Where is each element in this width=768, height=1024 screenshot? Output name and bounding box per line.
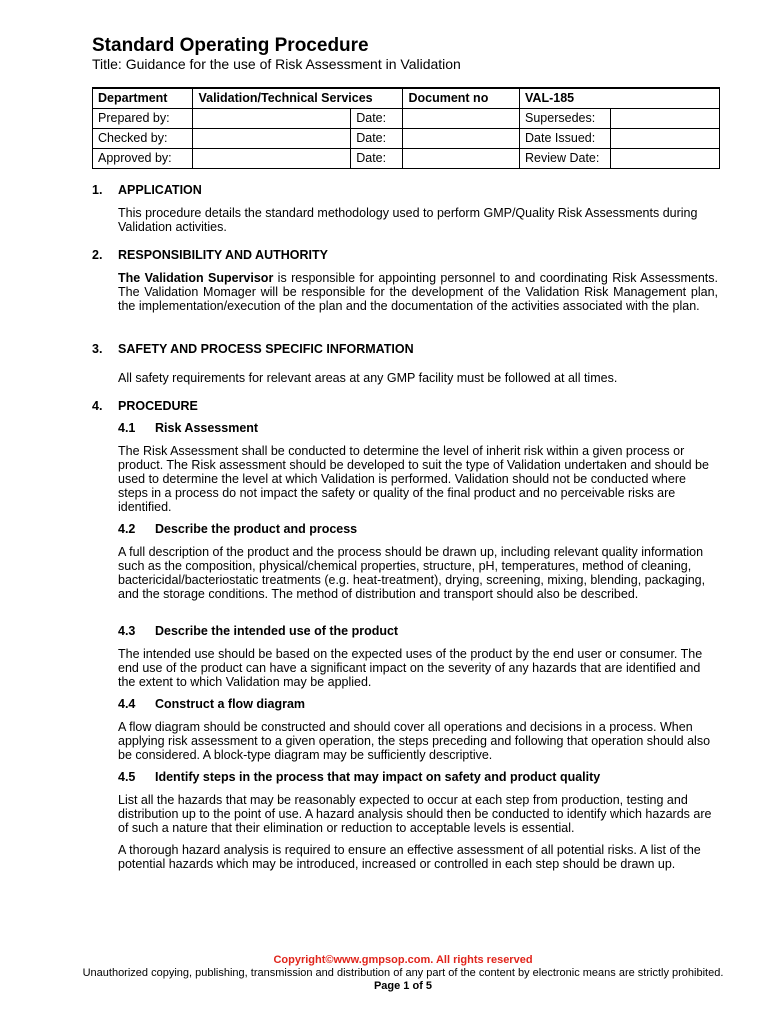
section-text-rest: is responsible for appointing personnel to and coordinating Risk Assessments. The Validation Momager will be responsible for the development of the Validation Risk Management plan, the implementation/execution of the plan and the documentation of the activities associated with the plan. bbox=[118, 271, 718, 313]
approved-by-label: Approved by: bbox=[93, 149, 193, 169]
date-issued-label: Date Issued: bbox=[520, 129, 611, 149]
subsection-heading bbox=[92, 697, 718, 712]
document-info-table bbox=[92, 87, 720, 169]
checked-date-value bbox=[403, 129, 520, 149]
section-number: 2. bbox=[92, 248, 103, 262]
section-number: 4. bbox=[92, 399, 103, 413]
section-text bbox=[92, 271, 718, 313]
document-no-label: Document no bbox=[403, 88, 520, 109]
section-text: This procedure details the standard methodology used to perform GMP/Quality Risk Assessments during Validation activities. bbox=[118, 206, 698, 234]
subsection-number: 4.4 bbox=[118, 697, 136, 711]
subsection-text: The Risk Assessment shall be conducted to determine the level of inherit risk within a given process or product. The Risk assessment should be developed to suit the type of Validation undertaken and should be used to determine the level at which Validation is performed. Validation should not be conducted where steps in a process do not impact the safety or quality of the final product and no perceivable risks are identified. bbox=[118, 444, 709, 514]
subsection-title: Describe the product and process bbox=[155, 522, 358, 536]
department-value: Validation/Technical Services bbox=[193, 88, 403, 109]
document-title: Standard Operating Procedure bbox=[92, 35, 369, 56]
section-safety bbox=[92, 342, 718, 385]
info-table-row bbox=[93, 129, 720, 149]
approved-date-value bbox=[403, 149, 520, 169]
copyright-notice: Copyright©www.gmpsop.com. All rights reserved bbox=[273, 954, 533, 966]
subsection-text: A thorough hazard analysis is required to ensure an effective assessment of all potential risks. A list of the potential hazards which may be introduced, increased or controlled in each step should be drawn up. bbox=[118, 843, 701, 871]
section-title: RESPONSIBILITY AND AUTHORITY bbox=[118, 248, 328, 262]
subsection-number: 4.1 bbox=[118, 421, 136, 435]
supersedes-label: Supersedes: bbox=[520, 109, 611, 129]
subsection-title: Describe the intended use of the product bbox=[155, 624, 399, 638]
subsection-text: List all the hazards that may be reasonably expected to occur at each step from production, testing and distribution up to the point of use. A hazard analysis should then be conducted to identify which hazards are of such a nature that their elimination or reduction to acceptable levels is essential. bbox=[118, 793, 712, 835]
info-table-row bbox=[93, 149, 720, 169]
page-number: Page 1 of 5 bbox=[373, 980, 433, 992]
section-heading bbox=[92, 399, 718, 414]
subsection-heading bbox=[92, 421, 718, 436]
subsection-flow-diagram bbox=[92, 697, 718, 762]
prepared-by-label: Prepared by: bbox=[93, 109, 193, 129]
supersedes-value bbox=[611, 109, 720, 129]
subsection-identify-steps bbox=[92, 770, 718, 871]
info-table-row bbox=[93, 109, 720, 129]
section-responsibility bbox=[92, 248, 718, 313]
review-date-label: Review Date: bbox=[520, 149, 611, 169]
checked-by-label: Checked by: bbox=[93, 129, 193, 149]
info-table-header-row bbox=[93, 88, 720, 109]
subsection-heading bbox=[92, 770, 718, 785]
subsection-intended-use bbox=[92, 624, 718, 689]
section-heading bbox=[92, 183, 718, 198]
review-date-value bbox=[611, 149, 720, 169]
date-issued-value bbox=[611, 129, 720, 149]
checked-date-label: Date: bbox=[351, 129, 403, 149]
section-application bbox=[92, 183, 718, 234]
document-no-value: VAL-185 bbox=[520, 88, 720, 109]
approved-date-label: Date: bbox=[351, 149, 403, 169]
subsection-text: A full description of the product and the process should be drawn up, including relevant quality information such as the composition, physical/chemical properties, structure, pH, temperatures, method of cleaning, bactericidal/bacteriostatic treatments (e.g. heat-treatment), drying, screening, mixing, blending, packaging, and the storage conditions. The method of distribution and transport should also be described. bbox=[118, 545, 706, 601]
subsection-heading bbox=[92, 624, 718, 639]
subsection-describe-product bbox=[92, 522, 718, 601]
section-heading bbox=[92, 248, 718, 263]
section-heading bbox=[92, 342, 718, 357]
document-subtitle: Title: Guidance for the use of Risk Assessment in Validation bbox=[92, 56, 461, 72]
subsection-text: The intended use should be based on the expected uses of the product by the end user or consumer. The end use of the product can have a significant impact on the severity of any hazards that are identified and the extent to which Validation may be applied. bbox=[118, 647, 703, 689]
subsection-number: 4.5 bbox=[118, 770, 136, 784]
page-footer bbox=[80, 954, 726, 993]
subsection-heading bbox=[92, 522, 718, 537]
distribution-notice-text: Unauthorized copying, publishing, transmission and distribution of any part of the content by electronic means are strictly prohibited. bbox=[82, 967, 724, 979]
subsection-number: 4.2 bbox=[118, 522, 136, 536]
prepared-date-label: Date: bbox=[351, 109, 403, 129]
distribution-notice bbox=[80, 967, 726, 993]
subsection-text: A flow diagram should be constructed and should cover all operations and decisions in a process. When applying risk assessment to a given operation, the steps preceding and following that operation should also be considered. A block-type diagram may be sufficiently descriptive. bbox=[118, 720, 711, 762]
approved-by-value bbox=[193, 149, 351, 169]
section-number: 1. bbox=[92, 183, 103, 197]
section-text-bold: The Validation Supervisor bbox=[118, 271, 274, 285]
section-text: All safety requirements for relevant areas at any GMP facility must be followed at all times. bbox=[118, 371, 618, 385]
section-title: PROCEDURE bbox=[118, 399, 198, 413]
subsection-number: 4.3 bbox=[118, 624, 136, 638]
prepared-date-value bbox=[403, 109, 520, 129]
subsection-title: Identify steps in the process that may impact on safety and product quality bbox=[155, 770, 601, 784]
subsection-title: Construct a flow diagram bbox=[155, 697, 306, 711]
checked-by-value bbox=[193, 129, 351, 149]
section-title: APPLICATION bbox=[118, 183, 202, 197]
subsection-title: Risk Assessment bbox=[155, 421, 259, 435]
section-title: SAFETY AND PROCESS SPECIFIC INFORMATION bbox=[118, 342, 414, 356]
department-label: Department bbox=[93, 88, 193, 109]
prepared-by-value bbox=[193, 109, 351, 129]
section-procedure bbox=[92, 399, 718, 414]
section-number: 3. bbox=[92, 342, 103, 356]
subsection-risk-assessment bbox=[92, 421, 718, 514]
